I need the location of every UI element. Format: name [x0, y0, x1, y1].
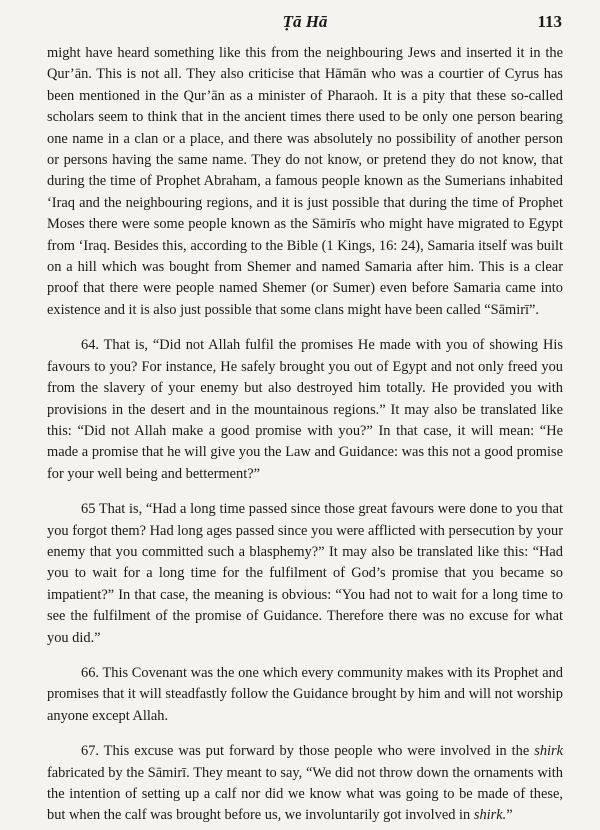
intro-paragraph — [47, 43, 563, 321]
text-line: He provided you with provisions in the desert and in the mountainous regions.” It — [47, 380, 563, 418]
text-line: to you that you forgot them? Had long ages passed since you were afflicted with — [47, 501, 563, 539]
note-65-paragraph — [47, 499, 563, 649]
page-body — [47, 43, 563, 827]
text-line: and will not worship anyone except Allah. — [47, 686, 564, 724]
page-header — [48, 12, 562, 38]
text-line: known as the Sāmirīs who might have migrated to Egypt from ‘Iraq. Besides this, — [47, 216, 563, 254]
text-line: the — [511, 743, 530, 760]
text-line: Guidance. Therefore there was no excuse for what you did.” — [47, 608, 563, 646]
page-number: 113 — [537, 12, 562, 31]
text-line: Guidance: was this not a good promise for your well being and betterment?” — [47, 444, 563, 482]
text-line: Prophet and promises that it will steadfastly follow the Guidance brought by him — [47, 664, 563, 703]
note-67-paragraph — [47, 741, 563, 827]
text-line: 67. This excuse was put forward by those people who were involved in — [81, 743, 507, 760]
text-line: promise that you became so impatient?” In that case, the meaning is obvious: — [47, 565, 563, 603]
note-64-paragraph — [47, 335, 563, 485]
text-line: these so-called scholars seem to think that in the ancient times there used to be only — [47, 87, 563, 126]
text-line: the ornaments with the intention of setting up a calf nor did we know what was — [47, 764, 563, 802]
text-line: translated like this: “Had you to wait for a long time for the fulfilment of God’s — [47, 543, 563, 582]
text-line: might have heard something like this from the neighbouring Jews and inserted it in — [47, 45, 541, 61]
text-line: In that case, it will mean: “He made a promise that he will give you the Law and — [47, 422, 563, 461]
text-line: was bought from Shemer and named Samaria after him. This is a clear proof that — [47, 259, 563, 297]
running-title: Ṭā Hā — [282, 12, 328, 31]
text-line: 64. That is, “Did not Allah fulfil the promises He made with you of — [81, 337, 485, 354]
text-line: showing His favours to you? For instance, He safely brought you out of Egypt and — [47, 337, 563, 375]
text-line: there were people named Shemer (or Sumer) even before Samaria came into — [109, 280, 563, 297]
text-line: people known as the Sumerians inhabited ‘Iraq and the neighbouring regions, and — [47, 173, 563, 211]
text-line: persecution by your enemy that you committed such a blasphemy?” It may also be — [47, 522, 563, 560]
text-line: according to the Bible (1 Kings, 16: 24), Samaria itself was built on a hill which — [47, 237, 563, 276]
text-line: involuntarily got involved in — [305, 807, 471, 824]
text-line: may also be translated like this: “Did not Allah make a good promise with you?” — [47, 401, 563, 439]
text-line: not only freed you from the slavery of your enemy but also destroyed him totally. — [47, 358, 563, 397]
text-line: the Qur’ān. This is not all. They also criticise that Hāmān who was a courtier of — [47, 45, 563, 83]
text-line: possibility of another person or persons having the same name. They do not know, — [47, 130, 563, 169]
text-line: Cyrus has been mentioned in the Qur’ān as a minister of Pharaoh. It is a pity that — [47, 66, 563, 104]
italic-term: shirk — [534, 743, 564, 760]
text-line: or pretend they do not know, that during the time of Prophet Abraham, a famous — [47, 152, 563, 190]
text-line: 66. This Covenant was the one which every community makes with its — [81, 664, 490, 681]
note-66-paragraph — [47, 663, 563, 727]
text-line: fabricated by the Sāmirī. They meant to say, “We did not throw down — [47, 764, 449, 781]
text-line: 65 That is, “Had a long time passed since those great favours were done — [81, 501, 498, 518]
closing-quote: ” — [506, 807, 513, 824]
text-line: “Sāmirī”. — [484, 301, 539, 318]
text-line: it is just possible that during the time of Prophet Moses there were some people — [47, 194, 563, 233]
text-line: going to be made of these, but when the calf was brought before us, we — [47, 786, 563, 824]
text-line: one person bearing one name in a clan or a place, and there was absolutely no — [47, 109, 563, 147]
text-line: “You had not to wait for a long time to see the fulfilment of the promise of — [47, 586, 563, 625]
italic-term: shirk. — [473, 807, 507, 824]
text-line: existence and it is also just possible that some clans might have been called — [47, 301, 481, 318]
